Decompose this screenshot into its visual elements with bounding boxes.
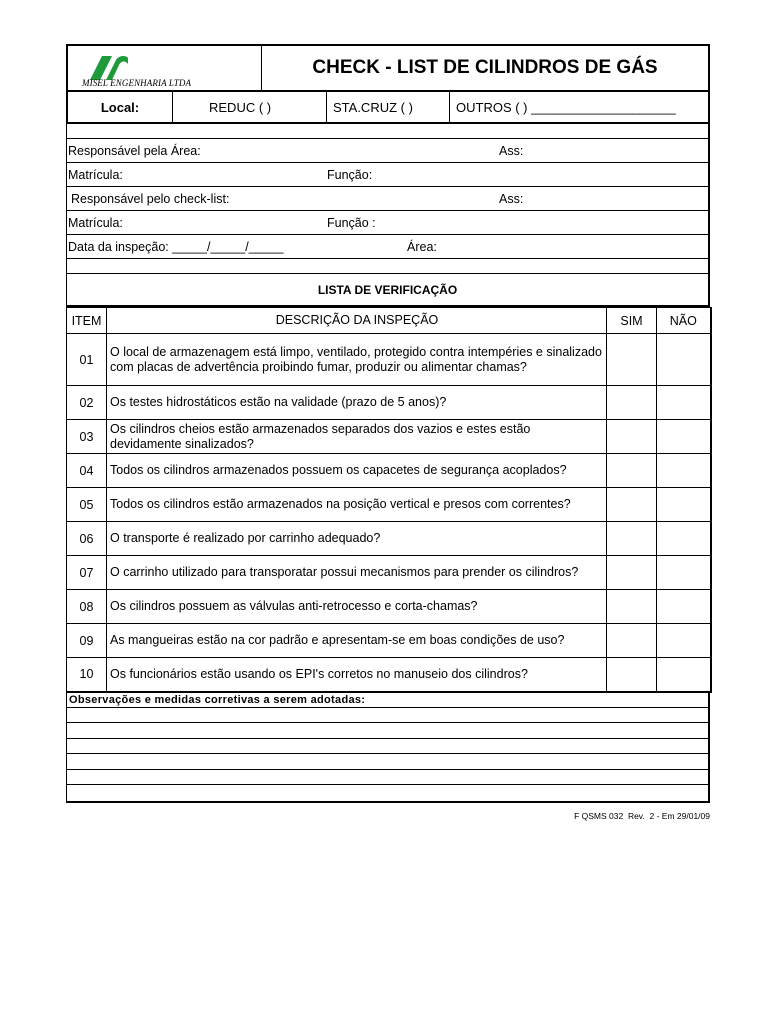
- info-row: [67, 187, 708, 211]
- data-inspecao-label: Data da inspeção: _____/_____/_____: [68, 240, 284, 254]
- sim-checkbox-cell[interactable]: [607, 488, 657, 522]
- area-label: Área:: [407, 240, 437, 254]
- sim-checkbox-cell[interactable]: [607, 420, 657, 454]
- item-number: 07: [67, 556, 107, 590]
- sim-checkbox-cell[interactable]: [607, 624, 657, 658]
- nao-checkbox-cell[interactable]: [657, 386, 711, 420]
- table-row: [67, 590, 711, 624]
- item-description: Todos os cilindros armazenados possuem os capacetes de segurança acoplados?: [107, 454, 607, 488]
- info-row: [67, 211, 708, 235]
- item-number: 03: [67, 420, 107, 454]
- nao-checkbox-cell[interactable]: [657, 556, 711, 590]
- ass-label: Ass:: [499, 192, 524, 206]
- nao-checkbox-cell[interactable]: [657, 334, 711, 386]
- nao-checkbox-cell[interactable]: [657, 590, 711, 624]
- local-option-outros[interactable]: OUTROS ( ) ____________________: [456, 99, 676, 115]
- info-section: [66, 124, 710, 274]
- lista-verificacao-title: LISTA DE VERIFICAÇÃO: [66, 274, 710, 307]
- observacoes-line[interactable]: [67, 708, 708, 724]
- funcao-label: Função :: [327, 216, 376, 230]
- table-row: [67, 420, 711, 454]
- table-row: [67, 522, 711, 556]
- item-number: 04: [67, 454, 107, 488]
- company-name: MISEL ENGENHARIA LTDA: [82, 78, 192, 88]
- form-code-footer: F QSMS 032 Rev. 2 - Em 29/01/09: [574, 811, 710, 821]
- item-number: 01: [67, 334, 107, 386]
- responsavel-area-label: Responsável pela Área:: [68, 144, 201, 158]
- nao-checkbox-cell[interactable]: [657, 420, 711, 454]
- observacoes-label: Observações e medidas corretivas a serem adotadas:: [67, 693, 708, 708]
- sim-checkbox-cell[interactable]: [607, 334, 657, 386]
- item-number: 10: [67, 658, 107, 692]
- item-number: 06: [67, 522, 107, 556]
- observacoes-line[interactable]: [67, 785, 708, 801]
- blank-row: [67, 124, 708, 139]
- ass-label: Ass:: [499, 144, 524, 158]
- info-row: [67, 139, 708, 163]
- item-description: As mangueiras estão na cor padrão e apresentam-se em boas condições de uso?: [107, 624, 607, 658]
- company-logo: [68, 46, 262, 90]
- matricula-label: Matrícula:: [68, 168, 123, 182]
- responsavel-check-label: Responsável pelo check-list:: [71, 192, 230, 206]
- item-number: 02: [67, 386, 107, 420]
- col-nao-header: NÃO: [657, 308, 711, 334]
- observacoes-line[interactable]: [67, 770, 708, 786]
- table-row: [67, 556, 711, 590]
- item-description: O transporte é realizado por carrinho adequado?: [107, 522, 607, 556]
- table-header-row: [67, 308, 711, 334]
- local-option-reduc[interactable]: REDUC ( ): [173, 92, 327, 122]
- item-number: 08: [67, 590, 107, 624]
- item-description: Os cilindros cheios estão armazenados separados dos vazios e estes estão devidamente sinalizados?: [107, 420, 607, 454]
- item-description: Todos os cilindros estão armazenados na posição vertical e presos com correntes?: [107, 488, 607, 522]
- table-row: [67, 658, 711, 692]
- nao-checkbox-cell[interactable]: [657, 624, 711, 658]
- item-description: Os testes hidrostáticos estão na validade (prazo de 5 anos)?: [107, 386, 607, 420]
- local-label: Local:: [68, 92, 173, 122]
- local-row: [66, 92, 710, 124]
- item-number: 05: [67, 488, 107, 522]
- col-sim-header: SIM: [607, 308, 657, 334]
- item-description: Os funcionários estão usando os EPI's corretos no manuseio dos cilindros?: [107, 658, 607, 692]
- info-row: [67, 163, 708, 187]
- nao-checkbox-cell[interactable]: [657, 522, 711, 556]
- sim-checkbox-cell[interactable]: [607, 556, 657, 590]
- table-row: [67, 454, 711, 488]
- item-description: Os cilindros possuem as válvulas anti-retrocesso e corta-chamas?: [107, 590, 607, 624]
- nao-checkbox-cell[interactable]: [657, 488, 711, 522]
- checklist-table: [66, 307, 712, 693]
- col-desc-header: DESCRIÇÃO DA INSPEÇÃO: [107, 308, 607, 334]
- sim-checkbox-cell[interactable]: [607, 590, 657, 624]
- col-item-header: ITEM: [67, 308, 107, 334]
- form-title: CHECK - LIST DE CILINDROS DE GÁS: [312, 57, 658, 78]
- checklist-form: [66, 44, 710, 803]
- info-row: [67, 235, 708, 259]
- nao-checkbox-cell[interactable]: [657, 454, 711, 488]
- matricula-label: Matrícula:: [68, 216, 123, 230]
- nao-checkbox-cell[interactable]: [657, 658, 711, 692]
- table-row: [67, 386, 711, 420]
- blank-row: [67, 259, 708, 274]
- funcao-label: Função:: [327, 168, 373, 182]
- table-row: [67, 334, 711, 386]
- item-description: O local de armazenagem está limpo, ventilado, protegido contra intempéries e sinalizado com placas de advertência proibindo fumar, produzir ou alimentar chamas?: [107, 334, 607, 386]
- item-number: 09: [67, 624, 107, 658]
- observacoes-line[interactable]: [67, 754, 708, 770]
- table-row: [67, 624, 711, 658]
- sim-checkbox-cell[interactable]: [607, 386, 657, 420]
- sim-checkbox-cell[interactable]: [607, 522, 657, 556]
- local-option-sta-cruz[interactable]: STA.CRUZ ( ): [327, 92, 450, 122]
- observacoes-section: [66, 693, 710, 803]
- observacoes-line[interactable]: [67, 739, 708, 755]
- table-row: [67, 488, 711, 522]
- sim-checkbox-cell[interactable]: [607, 454, 657, 488]
- sim-checkbox-cell[interactable]: [607, 658, 657, 692]
- item-description: O carrinho utilizado para transporatar possui mecanismos para prender os cilindros?: [107, 556, 607, 590]
- observacoes-line[interactable]: [67, 723, 708, 739]
- form-header: [66, 44, 710, 92]
